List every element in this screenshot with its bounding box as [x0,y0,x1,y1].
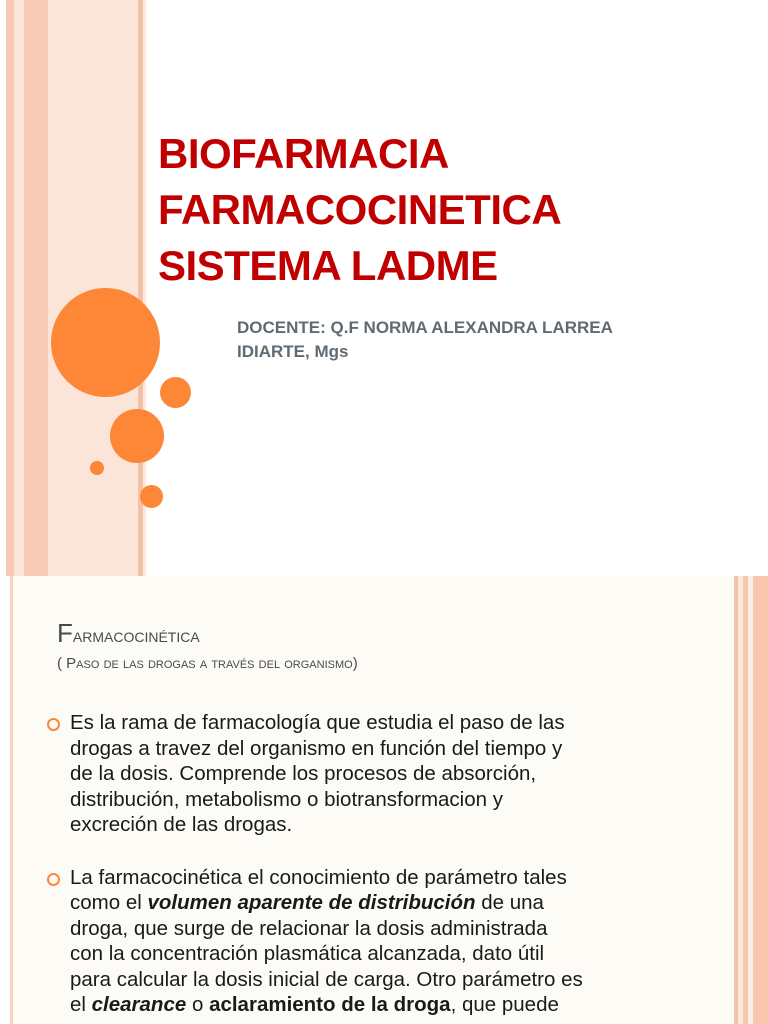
left-decor-band [24,0,48,576]
title-line: FARMACOCINETICA [158,186,562,233]
bullet-line [70,890,672,916]
right-decor-band [753,576,768,1024]
decor-circle-small [160,377,191,408]
list-item [42,865,672,1018]
list-item [42,710,672,838]
bullet-list [42,710,672,1018]
text-run: el [70,993,92,1016]
bullet-line: Es la rama de farmacología que estudia el paso de las [70,711,565,734]
left-decor-band [6,0,14,576]
title-line: BIOFARMACIA [158,130,449,177]
bullet-circle-icon [47,873,60,886]
text-run: de una [475,891,544,914]
bullet-line: excreción de las drogas. [70,813,293,836]
content-slide [0,576,768,1024]
decor-circle-tiny [90,461,104,475]
text-run: , que puede [450,993,559,1016]
title-initial: F [57,618,73,648]
title-rest: armacocinética [72,625,200,647]
bullet-line: drogas a travez del organismo en función del tiempo y [70,736,563,760]
decor-circle-small-2 [140,485,163,508]
bullet-line: droga, que surge de relacionar la dosis administrada [70,916,548,940]
text-run: o [186,993,210,1016]
emphasis-term: clearance [91,993,187,1016]
content-title [57,618,200,651]
slide-title [158,126,738,294]
subtitle-line: IDIARTE, Mgs [237,342,349,361]
left-edge-band [10,576,13,1024]
subtitle-line: DOCENTE: Q.F NORMA ALEXANDRA LARREA [237,318,613,337]
strong-term: aclaramiento de la droga [209,993,451,1016]
bullet-circle-icon [47,718,60,731]
bullet-line: La farmacocinética el conocimiento de parámetro tales [70,865,567,889]
left-edge-band [0,576,10,1024]
decor-circle-large [51,288,160,397]
text-run: como el [70,891,148,914]
decor-circle-medium [110,409,164,463]
title-line: SISTEMA LADME [158,242,498,289]
left-decor-band [14,0,24,576]
bullet-line [70,992,672,1018]
bullet-line: de la dosis. Comprende los procesos de absorción, [70,762,537,785]
emphasis-term: volumen aparente de distribución [147,891,476,914]
bullet-line: para calcular la dosis inicial de carga. Otro parámetro es [70,967,583,991]
bullet-line: con la concentración plasmática alcanzada, dato útil [70,942,545,965]
content-subtitle: ( Paso de las drogas a través del organismo) [57,655,358,672]
bullet-line: distribución, metabolismo o biotransformacion y [70,787,503,811]
slide-subtitle [237,316,717,364]
left-decor-band [48,0,138,576]
